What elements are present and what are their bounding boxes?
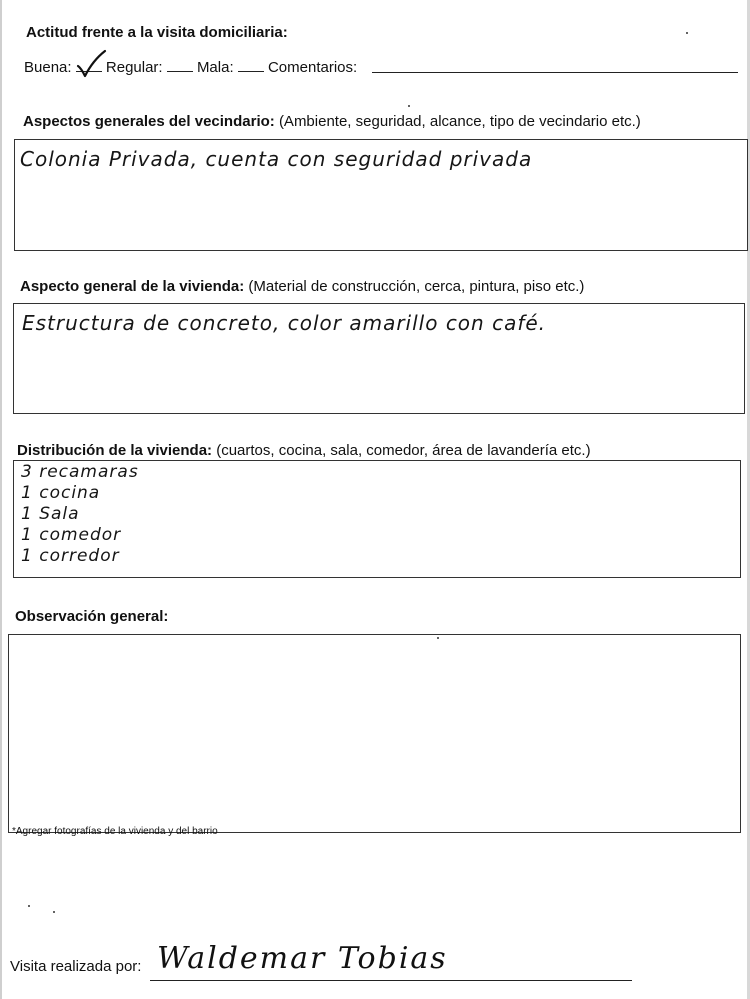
buena-label: Buena: bbox=[24, 59, 72, 76]
signature-line[interactable] bbox=[150, 980, 632, 981]
regular-blank[interactable] bbox=[167, 59, 193, 72]
housing-heading bbox=[20, 278, 584, 295]
mala-blank[interactable] bbox=[238, 59, 264, 72]
list-item: 3 recamaras bbox=[21, 462, 139, 482]
comentarios-field[interactable] bbox=[372, 72, 738, 73]
regular-label: Regular: bbox=[105, 59, 163, 76]
distribution-heading bbox=[17, 442, 591, 459]
housing-answer: Estructura de concreto, color amarillo con café. bbox=[22, 311, 547, 335]
scan-speck bbox=[408, 105, 410, 107]
distribution-hint: (cuartos, cocina, sala, comedor, área de lavandería etc.) bbox=[216, 442, 591, 459]
neighborhood-title: Aspectos generales del vecindario: bbox=[23, 113, 275, 130]
scan-speck bbox=[53, 911, 55, 913]
list-item: 1 comedor bbox=[21, 525, 122, 545]
scan-speck bbox=[28, 905, 30, 907]
neighborhood-heading bbox=[23, 113, 641, 130]
photo-note: *Agregar fotografías de la vivienda y del barrio bbox=[12, 826, 218, 837]
scan-speck bbox=[686, 32, 688, 34]
mala-label: Mala: bbox=[196, 59, 234, 76]
housing-hint: (Material de construcción, cerca, pintura, piso etc.) bbox=[248, 278, 585, 295]
scan-edge-left bbox=[0, 0, 2, 999]
distribution-title: Distribución de la vivienda: bbox=[17, 442, 213, 459]
observation-box[interactable] bbox=[8, 634, 741, 833]
checkmark-icon bbox=[74, 48, 108, 80]
neighborhood-hint: (Ambiente, seguridad, alcance, tipo de vecindario etc.) bbox=[278, 113, 641, 130]
list-item: 1 Sala bbox=[21, 504, 80, 524]
distribution-list bbox=[21, 462, 139, 567]
comentarios-label: Comentarios: bbox=[267, 59, 358, 76]
list-item: 1 corredor bbox=[21, 546, 120, 566]
attitude-title: Actitud frente a la visita domiciliaria: bbox=[26, 24, 288, 41]
observation-title: Observación general: bbox=[15, 608, 169, 625]
signature: Waldemar Tobias bbox=[157, 941, 448, 976]
list-item: 1 cocina bbox=[21, 483, 101, 503]
visit-label: Visita realizada por: bbox=[10, 958, 142, 975]
neighborhood-answer: Colonia Privada, cuenta con seguridad privada bbox=[20, 147, 533, 171]
scan-speck bbox=[437, 637, 439, 639]
housing-title: Aspecto general de la vivienda: bbox=[20, 278, 245, 295]
